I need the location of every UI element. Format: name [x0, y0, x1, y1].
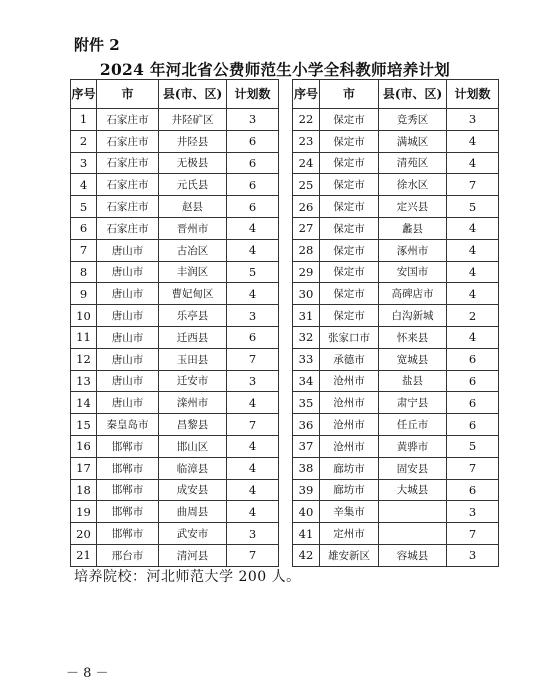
row-county: 固安县 — [379, 457, 447, 479]
row-city: 保定市 — [320, 217, 379, 239]
row-county: 邯山区 — [159, 435, 227, 457]
header-city: 市 — [320, 80, 379, 109]
row-city: 廊坊市 — [320, 457, 379, 479]
row-plan-count: 4 — [447, 239, 499, 261]
row-county: 容城县 — [379, 544, 447, 566]
table-row — [71, 109, 279, 131]
row-plan-count: 3 — [227, 370, 279, 392]
table-row — [293, 174, 499, 196]
row-county: 清苑区 — [379, 152, 447, 174]
table-row — [71, 283, 279, 305]
row-plan-count: 3 — [227, 109, 279, 131]
table-row — [293, 392, 499, 414]
table-row — [293, 152, 499, 174]
row-plan-count: 2 — [447, 305, 499, 327]
table-row — [71, 392, 279, 414]
header-city: 市 — [97, 80, 159, 109]
header-plan-count: 计划数 — [447, 80, 499, 109]
row-county: 玉田县 — [159, 348, 227, 370]
table-row — [71, 196, 279, 218]
row-county: 黄骅市 — [379, 435, 447, 457]
table-row — [293, 348, 499, 370]
row-county: 任丘市 — [379, 414, 447, 436]
table-row — [293, 479, 499, 501]
row-city: 唐山市 — [97, 348, 159, 370]
row-county: 安国市 — [379, 261, 447, 283]
row-seq: 33 — [293, 348, 320, 370]
table-row — [71, 348, 279, 370]
row-city: 唐山市 — [97, 283, 159, 305]
table-header-row — [293, 80, 499, 109]
row-seq: 12 — [71, 348, 97, 370]
row-county: 满城区 — [379, 130, 447, 152]
row-city: 石家庄市 — [97, 196, 159, 218]
row-plan-count: 4 — [447, 326, 499, 348]
row-city: 唐山市 — [97, 370, 159, 392]
row-city: 保定市 — [320, 239, 379, 261]
row-county: 盐县 — [379, 370, 447, 392]
row-seq: 11 — [71, 326, 97, 348]
row-plan-count: 4 — [447, 152, 499, 174]
table-row — [293, 326, 499, 348]
row-city: 石家庄市 — [97, 174, 159, 196]
attachment-label: 附件 2 — [74, 36, 120, 54]
row-city: 唐山市 — [97, 392, 159, 414]
row-seq: 42 — [293, 544, 320, 566]
table-row — [71, 479, 279, 501]
row-county: 宽城县 — [379, 348, 447, 370]
row-seq: 32 — [293, 326, 320, 348]
row-city: 沧州市 — [320, 414, 379, 436]
table-row — [71, 152, 279, 174]
row-plan-count: 6 — [227, 174, 279, 196]
row-plan-count: 7 — [227, 544, 279, 566]
row-plan-count: 4 — [227, 479, 279, 501]
row-city: 邯郸市 — [97, 523, 159, 545]
row-plan-count: 6 — [227, 152, 279, 174]
row-city: 唐山市 — [97, 326, 159, 348]
row-plan-count: 6 — [227, 196, 279, 218]
row-county: 成安县 — [159, 479, 227, 501]
row-county: 古冶区 — [159, 239, 227, 261]
row-seq: 34 — [293, 370, 320, 392]
row-plan-count: 4 — [227, 435, 279, 457]
table-row — [293, 435, 499, 457]
row-seq: 21 — [71, 544, 97, 566]
row-seq: 3 — [71, 152, 97, 174]
row-county — [379, 501, 447, 523]
row-city: 邯郸市 — [97, 435, 159, 457]
table-row — [71, 370, 279, 392]
table-row — [71, 130, 279, 152]
table-row — [293, 544, 499, 566]
row-county: 丰润区 — [159, 261, 227, 283]
row-city: 保定市 — [320, 196, 379, 218]
row-plan-count: 7 — [447, 174, 499, 196]
row-city: 辛集市 — [320, 501, 379, 523]
row-city: 唐山市 — [97, 305, 159, 327]
row-city: 承德市 — [320, 348, 379, 370]
row-city: 保定市 — [320, 305, 379, 327]
table-row — [293, 217, 499, 239]
row-county: 昌黎县 — [159, 414, 227, 436]
row-seq: 19 — [71, 501, 97, 523]
table-row — [71, 544, 279, 566]
row-plan-count: 4 — [447, 261, 499, 283]
table-row — [293, 370, 499, 392]
row-seq: 7 — [71, 239, 97, 261]
row-seq: 15 — [71, 414, 97, 436]
row-plan-count: 4 — [227, 239, 279, 261]
row-seq: 6 — [71, 217, 97, 239]
row-seq: 4 — [71, 174, 97, 196]
row-plan-count: 4 — [227, 217, 279, 239]
row-county: 大城县 — [379, 479, 447, 501]
row-plan-count: 6 — [447, 479, 499, 501]
row-city: 保定市 — [320, 174, 379, 196]
row-county: 定兴县 — [379, 196, 447, 218]
row-county — [379, 523, 447, 545]
row-city: 保定市 — [320, 152, 379, 174]
row-plan-count: 6 — [227, 130, 279, 152]
row-seq: 20 — [71, 523, 97, 545]
header-county: 县(市、区) — [379, 80, 447, 109]
row-city: 雄安新区 — [320, 544, 379, 566]
row-city: 秦皇岛市 — [97, 414, 159, 436]
row-seq: 38 — [293, 457, 320, 479]
row-seq: 18 — [71, 479, 97, 501]
page-number: － 8 － — [66, 666, 109, 681]
row-city: 沧州市 — [320, 435, 379, 457]
row-city: 保定市 — [320, 109, 379, 131]
row-plan-count: 6 — [227, 326, 279, 348]
row-county: 元氏县 — [159, 174, 227, 196]
row-county: 武安市 — [159, 523, 227, 545]
table-row — [71, 217, 279, 239]
table-row — [71, 435, 279, 457]
training-institution-note: 培养院校：河北师范大学 200 人。 — [74, 569, 301, 585]
row-seq: 37 — [293, 435, 320, 457]
row-county: 井陉县 — [159, 130, 227, 152]
table-row — [71, 414, 279, 436]
row-seq: 16 — [71, 435, 97, 457]
row-city: 石家庄市 — [97, 130, 159, 152]
table-row — [293, 261, 499, 283]
header-seq: 序号 — [293, 80, 320, 109]
table-row — [293, 283, 499, 305]
row-seq: 1 — [71, 109, 97, 131]
row-city: 邯郸市 — [97, 479, 159, 501]
row-plan-count: 6 — [447, 370, 499, 392]
row-city: 邯郸市 — [97, 457, 159, 479]
row-seq: 25 — [293, 174, 320, 196]
row-county: 蠡县 — [379, 217, 447, 239]
row-plan-count: 7 — [447, 523, 499, 545]
row-city: 保定市 — [320, 283, 379, 305]
row-plan-count: 4 — [227, 501, 279, 523]
row-county: 临漳县 — [159, 457, 227, 479]
row-seq: 26 — [293, 196, 320, 218]
row-plan-count: 6 — [447, 348, 499, 370]
table-row — [293, 414, 499, 436]
row-county: 竞秀区 — [379, 109, 447, 131]
row-plan-count: 3 — [447, 544, 499, 566]
row-plan-count: 6 — [447, 392, 499, 414]
row-seq: 24 — [293, 152, 320, 174]
row-city: 石家庄市 — [97, 109, 159, 131]
row-plan-count: 7 — [447, 457, 499, 479]
table-row — [71, 239, 279, 261]
row-county: 高碑店市 — [379, 283, 447, 305]
table-row — [293, 305, 499, 327]
row-county: 滦州市 — [159, 392, 227, 414]
table-row — [293, 501, 499, 523]
row-city: 唐山市 — [97, 239, 159, 261]
row-seq: 29 — [293, 261, 320, 283]
row-seq: 27 — [293, 217, 320, 239]
plan-table-right — [292, 79, 499, 567]
table-row — [71, 261, 279, 283]
row-county: 徐水区 — [379, 174, 447, 196]
row-county: 肃宁县 — [379, 392, 447, 414]
row-county: 迁安市 — [159, 370, 227, 392]
row-county: 曹妃甸区 — [159, 283, 227, 305]
row-seq: 35 — [293, 392, 320, 414]
row-seq: 23 — [293, 130, 320, 152]
table-row — [71, 174, 279, 196]
row-seq: 13 — [71, 370, 97, 392]
table-row — [293, 196, 499, 218]
row-plan-count: 7 — [227, 414, 279, 436]
row-city: 石家庄市 — [97, 217, 159, 239]
row-plan-count: 7 — [227, 348, 279, 370]
row-city: 定州市 — [320, 523, 379, 545]
table-row — [293, 109, 499, 131]
row-county: 曲周县 — [159, 501, 227, 523]
row-plan-count: 4 — [447, 217, 499, 239]
row-seq: 9 — [71, 283, 97, 305]
table-row — [293, 457, 499, 479]
row-city: 保定市 — [320, 261, 379, 283]
table-row — [293, 130, 499, 152]
row-seq: 14 — [71, 392, 97, 414]
table-row — [71, 457, 279, 479]
row-city: 保定市 — [320, 130, 379, 152]
row-plan-count: 3 — [447, 501, 499, 523]
row-plan-count: 4 — [227, 457, 279, 479]
row-city: 廊坊市 — [320, 479, 379, 501]
header-county: 县(市、区) — [159, 80, 227, 109]
table-row — [293, 239, 499, 261]
row-seq: 40 — [293, 501, 320, 523]
row-seq: 5 — [71, 196, 97, 218]
row-plan-count: 6 — [447, 414, 499, 436]
row-plan-count: 4 — [447, 283, 499, 305]
row-city: 石家庄市 — [97, 152, 159, 174]
row-county: 怀来县 — [379, 326, 447, 348]
row-county: 迁西县 — [159, 326, 227, 348]
row-plan-count: 4 — [447, 130, 499, 152]
row-city: 张家口市 — [320, 326, 379, 348]
row-city: 邯郸市 — [97, 501, 159, 523]
header-plan-count: 计划数 — [227, 80, 279, 109]
row-seq: 31 — [293, 305, 320, 327]
plan-table-left — [70, 79, 279, 567]
row-city: 唐山市 — [97, 261, 159, 283]
row-plan-count: 5 — [227, 261, 279, 283]
row-county: 无极县 — [159, 152, 227, 174]
table-row — [71, 305, 279, 327]
header-seq: 序号 — [71, 80, 97, 109]
row-county: 乐亭县 — [159, 305, 227, 327]
row-city: 邢台市 — [97, 544, 159, 566]
row-city: 沧州市 — [320, 392, 379, 414]
row-seq: 22 — [293, 109, 320, 131]
row-county: 白沟新城 — [379, 305, 447, 327]
table-row — [293, 523, 499, 545]
row-plan-count: 3 — [447, 109, 499, 131]
row-seq: 30 — [293, 283, 320, 305]
row-plan-count: 4 — [227, 392, 279, 414]
table-row — [71, 326, 279, 348]
row-seq: 2 — [71, 130, 97, 152]
row-seq: 39 — [293, 479, 320, 501]
table-header-row — [71, 80, 279, 109]
row-plan-count: 4 — [227, 283, 279, 305]
row-seq: 17 — [71, 457, 97, 479]
row-seq: 41 — [293, 523, 320, 545]
row-seq: 10 — [71, 305, 97, 327]
row-county: 涿州市 — [379, 239, 447, 261]
row-county: 清河县 — [159, 544, 227, 566]
row-plan-count: 5 — [447, 435, 499, 457]
document-title: 2024 年河北省公费师范生小学全科教师培养计划 — [99, 60, 451, 79]
row-county: 晋州市 — [159, 217, 227, 239]
row-seq: 36 — [293, 414, 320, 436]
row-plan-count: 5 — [447, 196, 499, 218]
row-plan-count: 3 — [227, 305, 279, 327]
row-seq: 28 — [293, 239, 320, 261]
table-row — [71, 523, 279, 545]
row-county: 赵县 — [159, 196, 227, 218]
row-plan-count: 3 — [227, 523, 279, 545]
row-city: 沧州市 — [320, 370, 379, 392]
row-county: 井陉矿区 — [159, 109, 227, 131]
row-seq: 8 — [71, 261, 97, 283]
table-row — [71, 501, 279, 523]
